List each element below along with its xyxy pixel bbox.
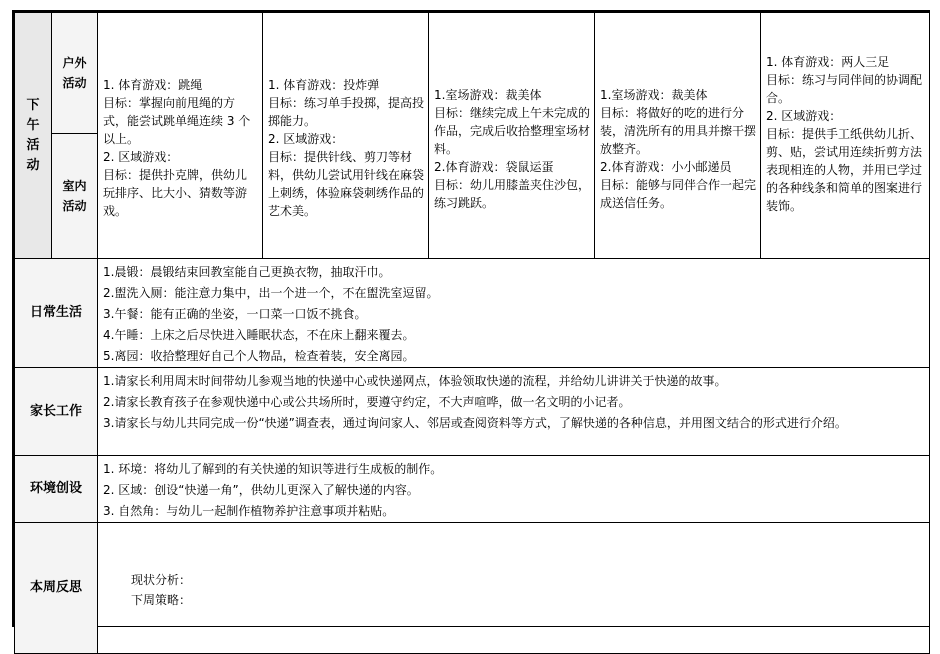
afternoon-day-3: 1.室场游戏：裁美体 目标：继续完成上午未完成的作品，完成后收拾整理室场材料。 2.体育游戏：袋鼠运蛋 目标：幼儿用膝盖夹住沙包，练习跳跃。 [429,13,595,259]
current-analysis-label: 现状分析： [131,573,192,587]
parent-work-item: 1.请家长利用周末时间带幼儿参观当地的快递中心或快递网点，体验领取快递的流程，并给幼儿讲讲关于快递的故事。 [103,374,727,388]
afternoon-day-1: 1. 体育游戏：跳绳 目标：掌握向前甩绳的方式，能尝试跳单绳连续 3 个以上。 2. 区域游戏： 目标：提供扑克牌，供幼儿玩排序、比大小、猜数等游戏。 [98,13,263,259]
daily-life-item: 2.盥洗入厕：能注意力集中，出一个进一个，不在盥洗室逗留。 [103,286,439,300]
daily-life-label: 日常生活 [15,259,98,368]
next-week-strategy-label: 下周策略： [131,593,192,607]
daily-life-item: 5.离园：收拾整理好自己个人物品，检查着装，安全离园。 [103,349,415,363]
parent-work-content [98,368,930,456]
daily-life-item: 4.午睡：上床之后尽快进入睡眠状态，不在床上翻来覆去。 [103,328,415,342]
environment-item: 2. 区域：创设“快递一角”，供幼儿更深入了解快递的内容。 [103,483,419,497]
environment-label: 环境创设 [15,456,98,523]
daily-life-item: 1.晨锻：晨锻结束回教室能自己更换衣物，抽取汗巾。 [103,265,391,279]
environment-item: 1. 环境：将幼儿了解到的有关快递的知识等进行生成板的制作。 [103,462,443,476]
afternoon-label: 下午活动 [15,13,52,259]
afternoon-day-2: 1. 体育游戏：投炸弹 目标：练习单手投掷，提高投掷能力。 2. 区域游戏： 目标：提供针线、剪刀等材料，供幼儿尝试用针线在麻袋上刺绣，体验麻袋刺绣作品的艺术美。 [263,13,429,259]
reflection-label: 本周反思 [15,523,98,654]
parent-work-label: 家长工作 [15,368,98,456]
indoor-activity-label: 室内活动 [52,133,98,258]
weekly-plan-table [14,12,930,654]
weekly-plan-sheet [12,10,930,627]
parent-work-item: 2.请家长教育孩子在参观快递中心或公共场所时，要遵守约定，不大声喧哗，做一名文明的小记者。 [103,395,631,409]
environment-content [98,456,930,523]
outdoor-activity-label: 户外活动 [52,13,98,134]
reflection-content [98,523,930,654]
afternoon-day-5: 1. 体育游戏：两人三足 目标：练习与同伴间的协调配合。 2. 区域游戏： 目标：提供手工纸供幼儿折、剪、贴，尝试用连续折剪方法表现相连的人物，并用已学过的各种线条和简单的图案进行装饰。 [761,13,930,259]
daily-life-content [98,259,930,368]
afternoon-day-4: 1.室场游戏：裁美体 目标：将做好的吃的进行分装，清洗所有的用具并擦干摆放整齐。 2.体育游戏：小小邮递员 目标：能够与同伴合作一起完成送信任务。 [595,13,761,259]
parent-work-item: 3.请家长与幼儿共同完成一份“快递”调查表，通过询问家人、邻居或查阅资料等方式，了解快递的各种信息，并用图文结合的形式进行介绍。 [103,416,847,430]
daily-life-item: 3.午餐：能有正确的坐姿，一口菜一口饭不挑食。 [103,307,367,321]
environment-item: 3. 自然角：与幼儿一起制作植物养护注意事项并粘贴。 [103,504,395,518]
